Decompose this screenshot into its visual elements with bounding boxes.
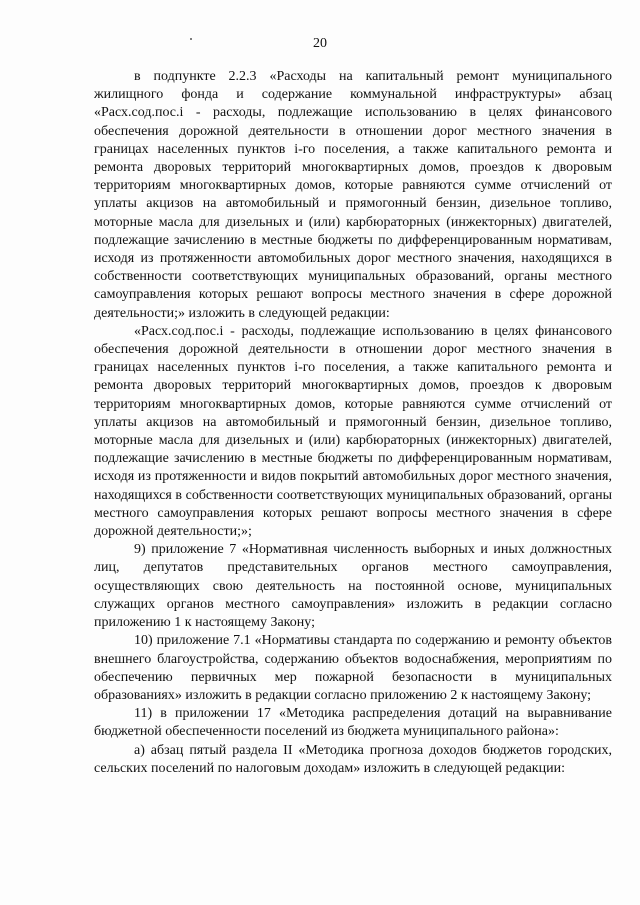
page-number: 20	[313, 36, 327, 51]
paragraph-item-9: 9) приложение 7 «Нормативная численность выборных и иных должностных лиц, депутатов представительных органов местного самоуправления, осуществляющих свою деятельность на постоянной основе, муниципальных служащих органов местного самоуправления» изложить в редакции согласно приложению 1 к настоящему Закону;	[94, 542, 612, 631]
scan-speck	[190, 38, 192, 40]
document-body	[94, 68, 612, 778]
paragraph-item-11: 11) в приложении 17 «Методика распределения дотаций на выравнивание бюджетной обеспеченности поселений из бюджета муниципального района»:	[94, 706, 612, 740]
paragraph-new-wording: «Расх.сод.пос.i - расходы, подлежащие использованию в целях финансового обеспечения дорожной деятельности в отношении дорог местного значения в границах населенных пунктов i-го поселения, а также капитального ремонта и ремонта дворовых территорий многоквартирных домов, проездов к дворовым территориям многоквартирных домов, которые равняются сумме отчислений от уплаты акцизов на автомобильный и прямогонный бензин, дизельное топливо, моторные масла для дизельных и (или) карбюраторных (инжекторных) двигателей, подлежащие зачислению в местные бюджеты по дифференцированным нормативам, исходя из протяженности и видов покрытий автомобильных дорог местного значения, находящихся в собственности соответствующих муниципальных образований, органы местного самоуправления которых решают вопросы местного значения в сфере дорожной деятельности;»;	[94, 323, 612, 540]
paragraph-item-11a: а) абзац пятый раздела II «Методика прогноза доходов бюджетов городских, сельских поселений по налоговым доходам» изложить в следующей редакции:	[94, 742, 612, 776]
paragraph-item-10: 10) приложение 7.1 «Нормативы стандарта по содержанию и ремонту объектов внешнего благоустройства, содержанию объектов водоснабжения, мероприятиям по обеспечению первичных мер пожарной безопасности в муниципальных образованиях» изложить в редакции согласно приложению 2 к настоящему Закону;	[94, 633, 612, 703]
paragraph-subclause-2-2-3: в подпункте 2.2.3 «Расходы на капитальный ремонт муниципального жилищного фонда и содержание коммунальной инфраструктуры» абзац «Расх.сод.пос.i - расходы, подлежащие использованию в целях финансового обеспечения дорожной деятельности в отношении дорог местного значения в границах населенных пунктов i-го поселения, а также капитального ремонта и ремонта дворовых территорий многоквартирных домов, проездов к дворовым территориям многоквартирных домов, которые равняются сумме отчислений от уплаты акцизов на автомобильный и прямогонный бензин, дизельное топливо, моторные масла для дизельных и (или) карбюраторных (инжекторных) двигателей, подлежащие зачислению в местные бюджеты по дифференцированным нормативам, исходя из протяженности автомобильных дорог местного значения, находящихся в собственности соответствующих муниципальных образований, органы местного самоуправления которых решают вопросы местного значения в сфере дорожной деятельности;» изложить в следующей редакции:	[94, 69, 612, 321]
